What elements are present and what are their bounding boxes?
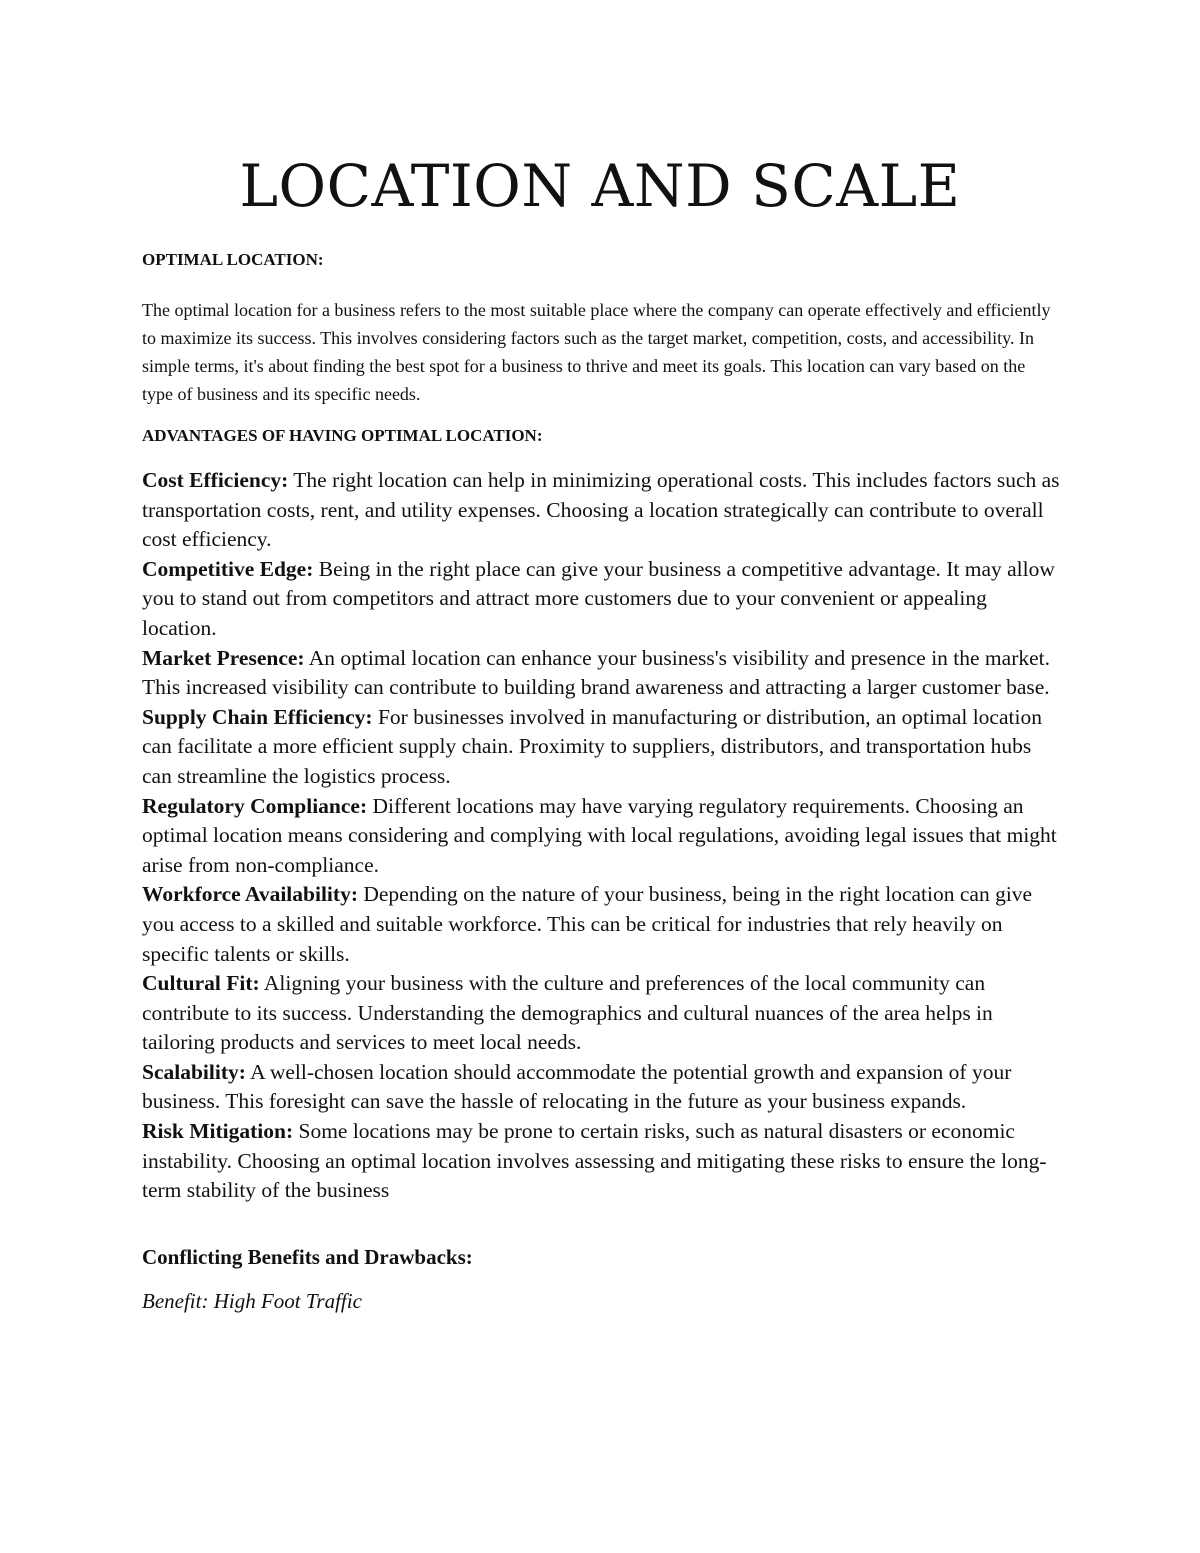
advantage-text: Aligning your business with the culture and preferences of the local community can contribute to its success. Understanding the demographics and cultural nuances of the area helps in tailoring products and services to meet local needs. xyxy=(142,971,993,1055)
section-heading-optimal-location: OPTIMAL LOCATION: xyxy=(142,250,324,269)
advantage-label: Competitive Edge: xyxy=(142,556,314,581)
advantage-label: Cost Efficiency: xyxy=(142,468,289,492)
advantage-label: Market Presence: xyxy=(142,645,305,670)
advantage-text: An optimal location can enhance your business's visibility and presence in the market. This increased visibility can contribute to building brand awareness and attracting a larger customer base. xyxy=(142,645,1050,700)
advantage-item xyxy=(142,792,1060,881)
advantage-label: Workforce Availability: xyxy=(142,882,358,907)
advantage-text: Being in the right place can give your business a competitive advantage. It may allow you to stand out from competitors and attract more customers due to your convenient or appealing location. xyxy=(142,556,1055,640)
advantage-label: Cultural Fit: xyxy=(142,971,260,996)
spacer xyxy=(142,1206,1060,1242)
spacer xyxy=(142,1272,1060,1286)
advantage-item xyxy=(142,644,1060,703)
advantage-text: For businesses involved in manufacturing or distribution, an optimal location can facilitate a more efficient supply chain. Proximity to suppliers, distributors, and transportation hubs can streamline the logistics process. xyxy=(142,704,1042,788)
advantage-item xyxy=(142,880,1060,969)
spacer xyxy=(142,450,1060,466)
spacer xyxy=(142,408,1060,422)
advantage-label: Regulatory Compliance: xyxy=(142,793,368,818)
advantage-text: Some locations may be prone to certain risks, such as natural disasters or economic instability. Choosing an optimal location involves assessing and mitigating these risks to ensure the long-term stability of the business xyxy=(142,1119,1047,1203)
advantage-item xyxy=(142,703,1060,792)
advantage-label: Scalability: xyxy=(142,1059,246,1084)
optimal-location-paragraph: The optimal location for a business refers to the most suitable place where the company can operate effectively and efficiently to maximize its success. This involves considering factors such as the target market, competition, costs, and accessibility. In simple terms, it's about finding the best spot for a business to thrive and meet its goals. This location can vary based on the type of business and its specific needs. xyxy=(142,300,1051,404)
advantage-item xyxy=(142,466,1060,555)
advantage-text: The right location can help in minimizing operational costs. This includes factors such as transportation costs, rent, and utility expenses. Choosing a location strategically can contribute to overall cost efficiency. xyxy=(142,468,1060,552)
benefit-line: Benefit: High Foot Traffic xyxy=(142,1288,362,1313)
section-heading-advantages: ADVANTAGES OF HAVING OPTIMAL LOCATION: xyxy=(142,426,543,445)
advantage-item xyxy=(142,555,1060,644)
document-body xyxy=(142,246,1060,1316)
advantage-item xyxy=(142,1058,1060,1117)
advantage-text: Different locations may have varying regulatory requirements. Choosing an optimal location means considering and complying with local regulations, avoiding legal issues that might arise from non-compliance. xyxy=(142,793,1057,877)
spacer xyxy=(142,274,1060,296)
advantage-label: Risk Mitigation: xyxy=(142,1119,294,1144)
advantage-item xyxy=(142,1117,1060,1206)
document-title: LOCATION AND SCALE xyxy=(239,152,961,220)
advantage-label: Supply Chain Efficiency: xyxy=(142,704,373,729)
advantage-text: Depending on the nature of your business, being in the right location can give you access to a skilled and suitable workforce. This can be critical for industries that rely heavily on specific talents or skills. xyxy=(142,882,1033,966)
advantage-text: A well-chosen location should accommodate the potential growth and expansion of your business. This foresight can save the hassle of relocating in the future as your business expands. xyxy=(142,1059,1012,1114)
section-heading-conflicting-benefits: Conflicting Benefits and Drawbacks: xyxy=(142,1244,473,1269)
advantages-list xyxy=(142,466,1060,1206)
advantage-item xyxy=(142,969,1060,1058)
